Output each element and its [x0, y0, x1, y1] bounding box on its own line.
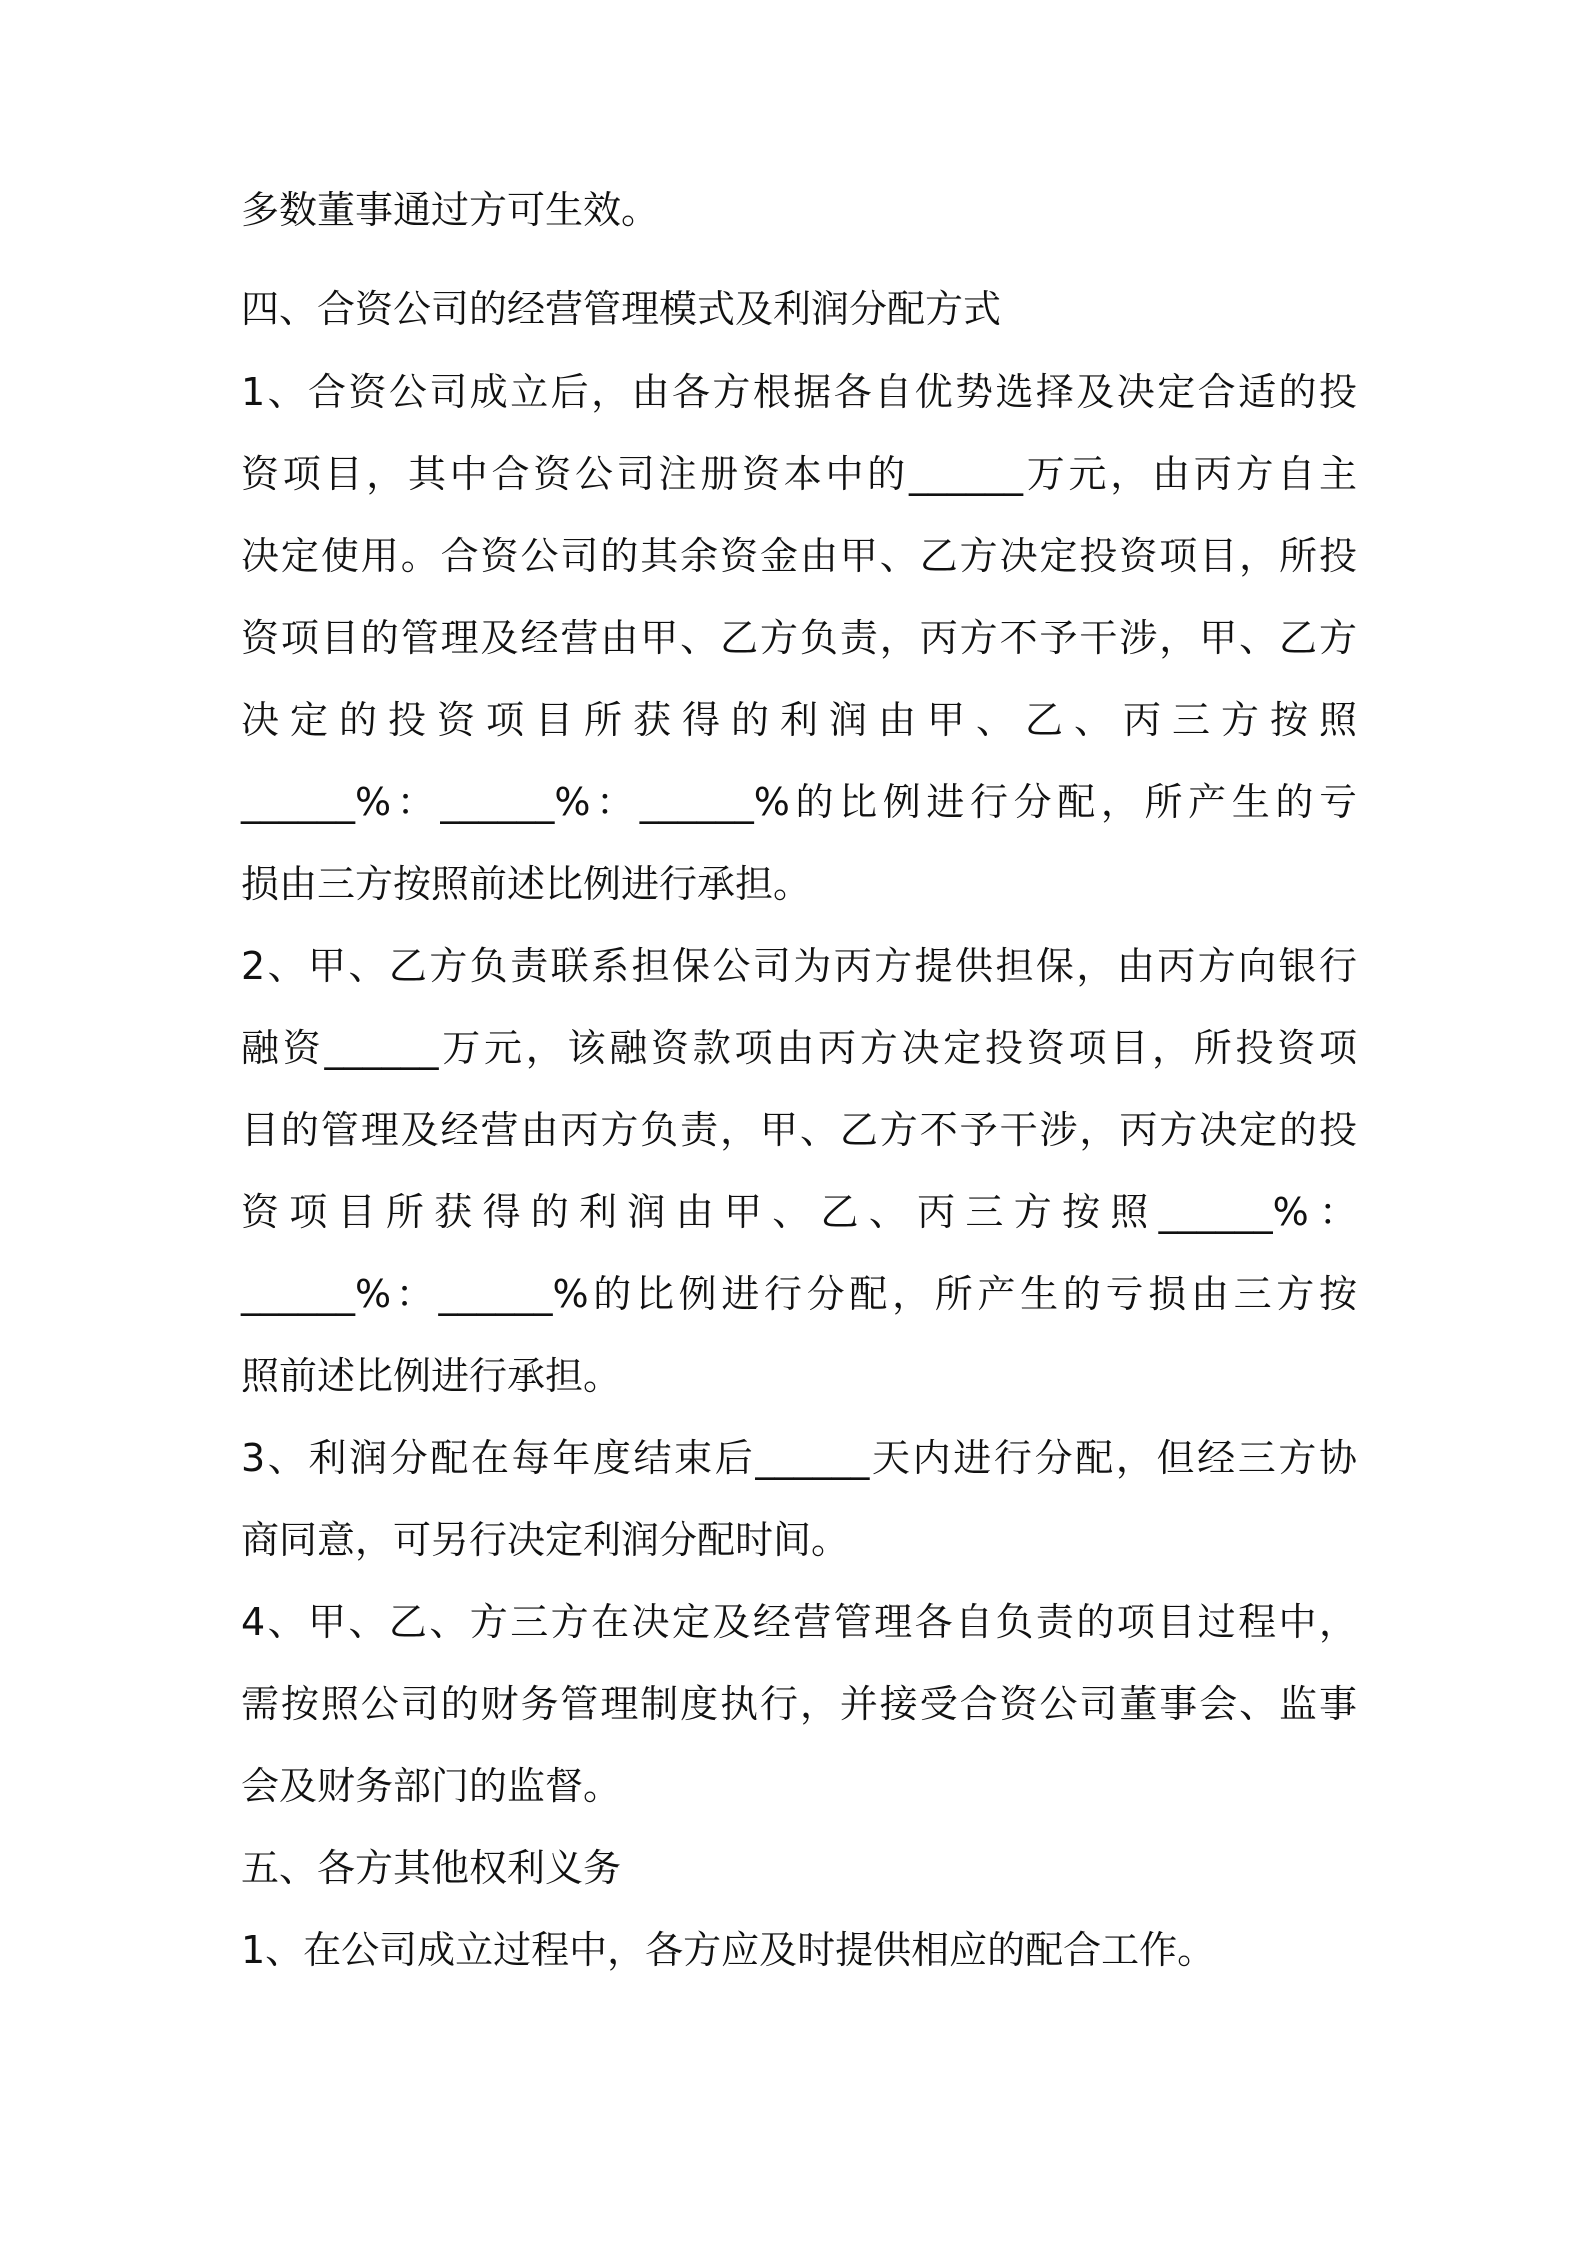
- section-heading-5: 五、各方其他权利义务: [241, 1846, 622, 1890]
- text-line-15: 照前述比例进行承担。: [241, 1354, 622, 1398]
- text-line-1: 多数董事通过方可生效。: [241, 188, 660, 232]
- text-line-6: 资项目的管理及经营由甲、乙方负责，丙方不予干涉，甲、乙方: [241, 616, 1357, 660]
- text-line-16: 3、利润分配在每年度结束后______天内进行分配，但经三方协: [241, 1436, 1357, 1480]
- text-line-9: 损由三方按照前述比例进行承担。: [241, 862, 812, 906]
- text-line-10: 2、甲、乙方负责联系担保公司为丙方提供担保，由丙方向银行: [241, 944, 1357, 988]
- text-line-17: 商同意，可另行决定利润分配时间。: [241, 1518, 850, 1562]
- text-line-22: 1、在公司成立过程中，各方应及时提供相应的配合工作。: [241, 1928, 1216, 1972]
- text-line-3: 1、合资公司成立后，由各方根据各自优势选择及决定合适的投: [241, 370, 1357, 414]
- text-line-11: 融资______万元，该融资款项由丙方决定投资项目，所投资项: [241, 1026, 1357, 1070]
- section-heading-4: 四、合资公司的经营管理模式及利润分配方式: [241, 287, 1002, 331]
- text-line-5: 决定使用。合资公司的其余资金由甲、乙方决定投资项目，所投: [241, 534, 1357, 578]
- text-line-18: 4、甲、乙、方三方在决定及经营管理各自负责的项目过程中，: [241, 1600, 1357, 1644]
- text-line-7: 决定的投资项目所获得的利润由甲、乙、丙三方按照: [241, 698, 1357, 742]
- text-line-4: 资项目，其中合资公司注册资本中的______万元，由丙方自主: [241, 452, 1357, 496]
- text-line-20: 会及财务部门的监督。: [241, 1764, 622, 1808]
- text-line-13: 资项目所获得的利润由甲、乙、丙三方按照______%：: [241, 1190, 1357, 1234]
- text-line-12: 目的管理及经营由丙方负责，甲、乙方不予干涉，丙方决定的投: [241, 1108, 1357, 1152]
- text-line-14: ______%：______%的比例进行分配，所产生的亏损由三方按: [241, 1272, 1357, 1316]
- document-body: [241, 188, 1357, 1972]
- text-line-19: 需按照公司的财务管理制度执行，并接受合资公司董事会、监事: [241, 1682, 1357, 1726]
- text-line-8: ______%：______%：______%的比例进行分配，所产生的亏: [241, 780, 1357, 824]
